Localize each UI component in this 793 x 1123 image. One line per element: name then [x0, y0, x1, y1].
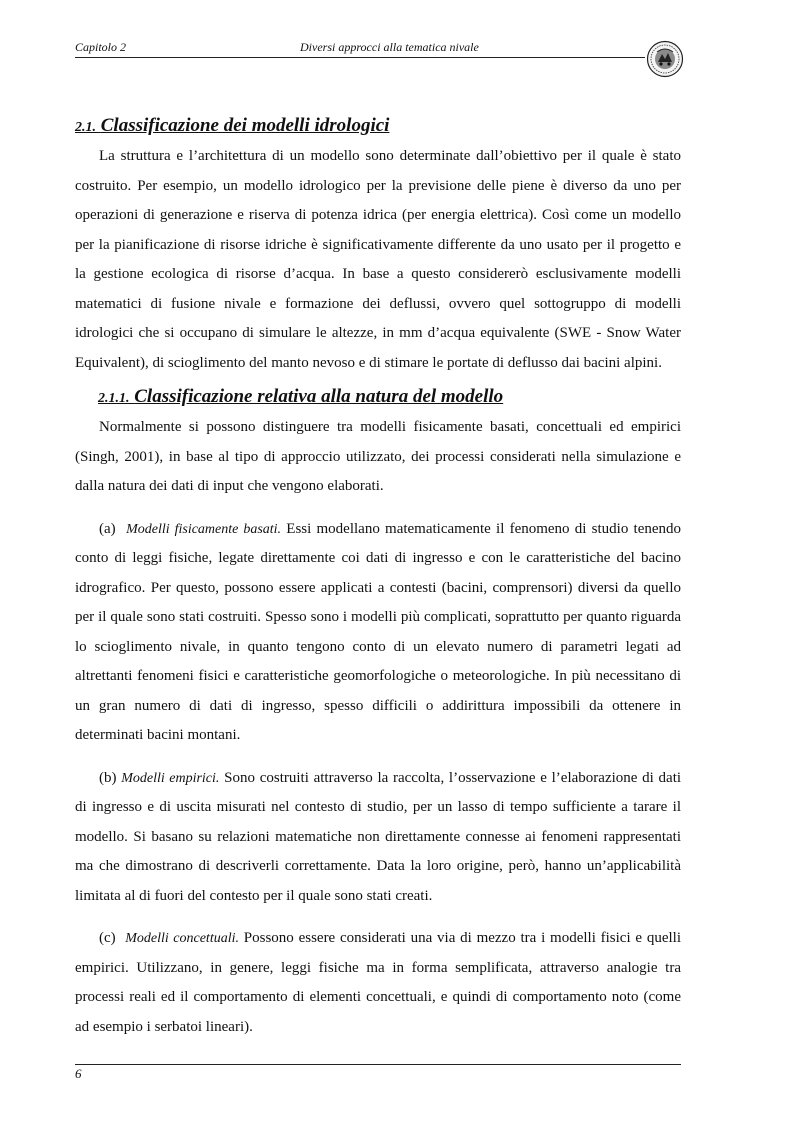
page-number: 6 [75, 1066, 82, 1081]
university-seal-icon [646, 40, 684, 78]
subsection-number: 2.1.1. [98, 391, 130, 406]
item-label: Modelli concettuali. [125, 931, 239, 946]
item-marker: (b) [99, 769, 117, 786]
header-chapter: Capitolo 2 [75, 40, 127, 54]
section-heading [75, 112, 681, 142]
subsection-heading [75, 382, 681, 413]
item-marker: (c) [99, 930, 116, 946]
header-divider [75, 57, 645, 58]
header-title: Diversi approcci alla tematica nivale [300, 40, 479, 54]
section-number: 2.1. [75, 120, 96, 135]
section-paragraph: La struttura e l’architettura di un modello sono determinate dall’obiettivo per il quale è stato costruito. Per esempio, un modello idrologico per la previsione delle piene è diverso da uno per operazioni di generazione e riserva di potenza idrica (per energia elettrica). Così come un modello per la pianificazione di risorse idriche è significativamente differente da uno usato per il progetto e la gestione ecologica di risorse d’acqua. In base a questo considererò esclusivamente modelli matematici di fusione nivale e formazione dei deflussi, ovvero quel sottogruppo di modelli idrologici che si occupano di simulare le altezze, in mm d’acqua equivalente (SWE - Snow Water Equivalent), di scioglimento del manto nevoso e di stimare le portate di deflusso dai bacini alpini. [75, 148, 681, 371]
subsection-paragraph: Normalmente si possono distinguere tra modelli fisicamente basati, concettuali ed empirici (Singh, 2001), in base al tipo di approccio utilizzato, dei processi considerati nella simulazione e dalla natura dei dati di input che vengono elaborati. [75, 419, 681, 494]
item-text: Sono costruiti attraverso la raccolta, l’osservazione e l’elaborazione di dati di ingresso e di uscita misurati nel contesto di studio, per un lasso di tempo sufficiente a tarare il modello. Si basano su relazioni matematiche non direttamente connesse ai fenomeni rappresentati ma che dimostrano di descriverli correttamente. Data la loro origine, però, hanno un’applicabilità limitata al di fuori del contesto per il quale sono stati creati. [75, 769, 682, 904]
running-header [75, 40, 645, 58]
list-item [75, 924, 681, 1042]
subsection-title: Classificazione relativa alla natura del modello [134, 386, 504, 407]
section-title: Classificazione dei modelli idrologici [100, 115, 390, 136]
item-marker: (a) [99, 520, 116, 537]
item-text: Possono essere considerati una via di mezzo tra i modelli fisici e quelli empirici. Utilizzano, in genere, leggi fisiche ma in forma semplificata, attraverso analogie tra processi reali ed il comportamento di elementi concettuali, e quindi di comportamento noto (come ad esempio i serbatoi lineari). [75, 930, 682, 1035]
page-content [75, 112, 681, 1042]
list-item [75, 764, 681, 912]
item-label: Modelli fisicamente basati. [126, 521, 282, 537]
item-label: Modelli empirici. [121, 770, 220, 786]
footer-divider [75, 1064, 681, 1065]
list-item [75, 515, 681, 751]
item-text: Essi modellano matematicamente il fenomeno di studio tenendo conto di leggi fisiche, legate direttamente coi dati di ingresso e con le caratteristiche del bacino idrografico. Per questo, possono essere applicati a contesti (bacini, comprensori) diversi da quello per il quale sono stati costruiti. Spesso sono i modelli più complicati, soprattutto per quanto riguarda lo scioglimento nivale, in quanto tengono conto di un elevato numero di parametri legati ad altrettanti fenomeni fisici e caratteristiche geomorfologiche o meteorologiche. In più necessitano di un gran numero di dati di ingresso, spesso difficili o addirittura impossibili da ottenere in determinati bacini montani. [75, 520, 682, 743]
